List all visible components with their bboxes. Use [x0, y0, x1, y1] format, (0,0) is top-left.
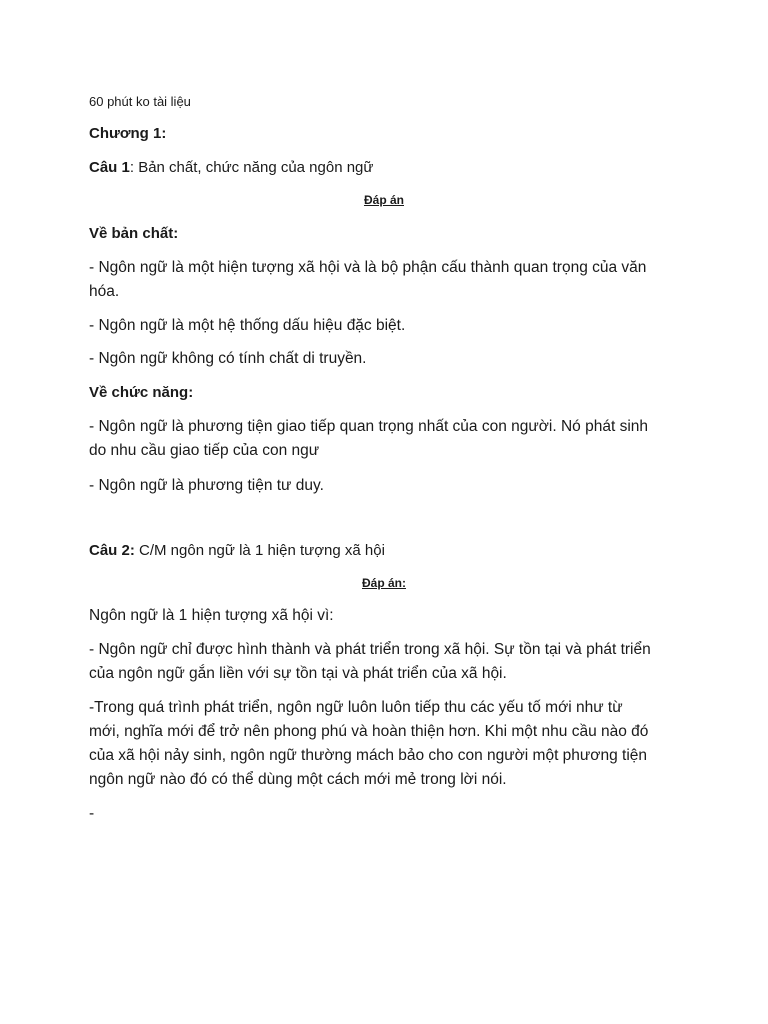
nature-point-2: - Ngôn ngữ là một hệ thống dấu hiệu đặc biệt. [89, 317, 406, 334]
q2-point-2-line-4: ngôn ngữ nào đó có thể dùng một cách mới mẻ trong lời nói. [89, 771, 507, 788]
q2-point-1-line-1: - Ngôn ngữ chỉ được hình thành và phát triển trong xã hội. Sự tồn tại và phát triển [89, 641, 651, 658]
function-point-1-line-1: - Ngôn ngữ là phương tiện giao tiếp quan trọng nhất của con người. Nó phát sinh [89, 418, 649, 435]
question-2-text: C/M ngôn ngữ là 1 hiện tượng xã hội [134, 542, 385, 559]
q2-point-2-line-1: -Trong quá trình phát triển, ngôn ngữ luôn luôn tiếp thu các yếu tố mới như từ [89, 699, 623, 716]
nature-heading: Về bản chất: [89, 225, 179, 242]
answer-1-label: Đáp án [363, 193, 404, 207]
q2-point-2-line-2: mới, nghĩa mới để trở nên phong phú và hoàn thiện hơn. Khi một nhu cầu nào đó [89, 723, 649, 740]
function-point-1-line-2: do nhu cầu giao tiếp của con ngư [89, 442, 320, 459]
nature-point-3: - Ngôn ngữ không có tính chất di truyền. [89, 350, 367, 367]
q2-intro: Ngôn ngữ là 1 hiện tượng xã hội vì: [89, 607, 334, 624]
question-1 [89, 159, 373, 176]
q2-point-1-line-2: của ngôn ngữ gắn liền với sự tồn tại và phát triển của xã hội. [89, 665, 507, 682]
nature-point-1-line-1: - Ngôn ngữ là một hiện tượng xã hội và là bộ phận cấu thành quan trọng của văn [89, 259, 647, 276]
nature-point-1-line-2: hóa. [89, 283, 120, 300]
chapter-title: Chương 1: [89, 125, 167, 142]
q2-point-2-line-3: của xã hội nảy sinh, ngôn ngữ thường mách bảo cho con người một phương tiện [89, 747, 647, 764]
trailing-dash: - [89, 805, 95, 822]
question-1-text: : Bản chất, chức năng của ngôn ngữ [129, 159, 374, 176]
answer-2-label: Đáp án: [361, 576, 406, 590]
header-note: 60 phút ko tài liệu [89, 94, 191, 109]
question-2 [89, 542, 385, 559]
question-1-label: Câu 1 [89, 159, 130, 176]
function-point-2: - Ngôn ngữ là phương tiện tư duy. [89, 477, 324, 494]
question-2-label: Câu 2: [89, 542, 135, 559]
function-heading: Về chức năng: [89, 384, 194, 401]
